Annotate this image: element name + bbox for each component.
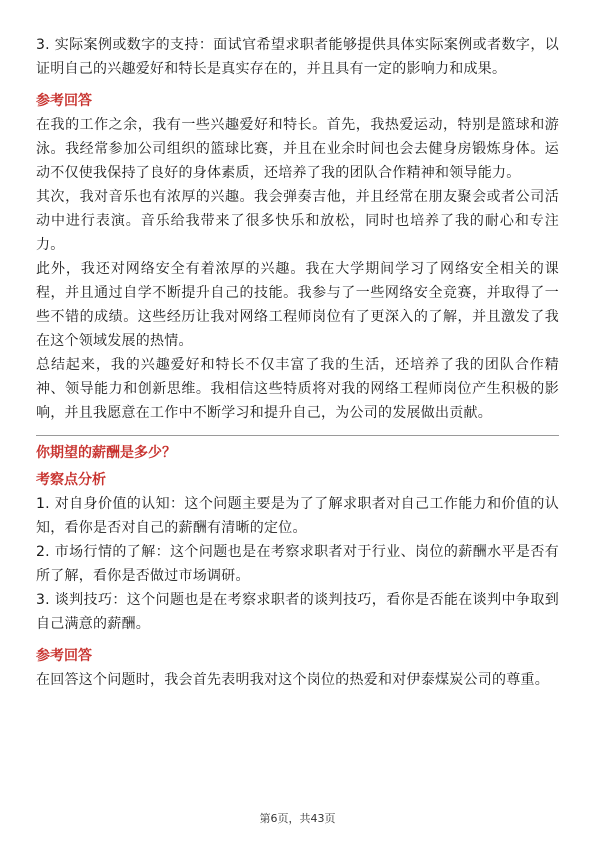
answer-paragraph-1: 在我的工作之余，我有一些兴趣爱好和特长。首先，我热爱运动，特别是篮球和游泳。我经常参加公司组织的篮球比赛，并且在业余时间也会去健身房锻炼身体。运动不仅使我保持了良好的身体素质，还培养了我的团队合作精神和领导能力。 (36, 117, 559, 181)
analysis-point-2: 2. 市场行情的了解：这个问题也是在考察求职者对于行业、岗位的薪酬水平是否有所了解，看你是否做过市场调研。 (36, 544, 559, 584)
answer-paragraph-4: 总结起来，我的兴趣爱好和特长不仅丰富了我的生活，还培养了我的团队合作精神、领导能力和创新思维。我相信这些特质将对我的网络工程师岗位产生积极的影响，并且我愿意在工作中不断学习和提升自己，为公司的发展做出贡献。 (36, 357, 559, 421)
answer-paragraph-2: 其次，我对音乐也有浓厚的兴趣。我会弹奏吉他，并且经常在朋友聚会或者公司活动中进行表演。音乐给我带来了很多快乐和放松，同时也培养了我的耐心和专注力。 (36, 189, 559, 253)
page-number: 第6页，共43页 (259, 812, 336, 825)
analysis-point-3: 3. 谈判技巧：这个问题也是在考察求职者的谈判技巧，看你是否能在谈判中争取到自己满意的薪酬。 (36, 592, 559, 632)
reference-answer-heading: 参考回答 (36, 93, 92, 109)
analysis-heading: 考察点分析 (36, 472, 106, 488)
question-title: 你期望的薪酬是多少？ (36, 445, 176, 461)
criteria-point-3: 3. 实际案例或数字的支持：面试官希望求职者能够提供具体实际案例或者数字，以证明自己的兴趣爱好和特长是真实存在的，并且具有一定的影响力和成果。 (36, 37, 559, 77)
analysis-point-1: 1. 对自身价值的认知：这个问题主要是为了了解求职者对自己工作能力和价值的认知，看你是否对自己的薪酬有清晰的定位。 (36, 496, 559, 536)
reference-answer-heading-2: 参考回答 (36, 648, 92, 664)
section-divider (36, 435, 559, 436)
page-content (36, 33, 559, 692)
answer-paragraph-3: 此外，我还对网络安全有着浓厚的兴趣。我在大学期间学习了网络安全相关的课程，并且通过自学不断提升自己的技能。我参与了一些网络安全竞赛，并取得了一些不错的成绩。这些经历让我对网络工程师岗位有了更深入的了解，并且激发了我在这个领域发展的热情。 (36, 261, 559, 349)
answer-paragraph-5: 在回答这个问题时，我会首先表明我对这个岗位的热爱和对伊泰煤炭公司的尊重。 (36, 672, 549, 688)
